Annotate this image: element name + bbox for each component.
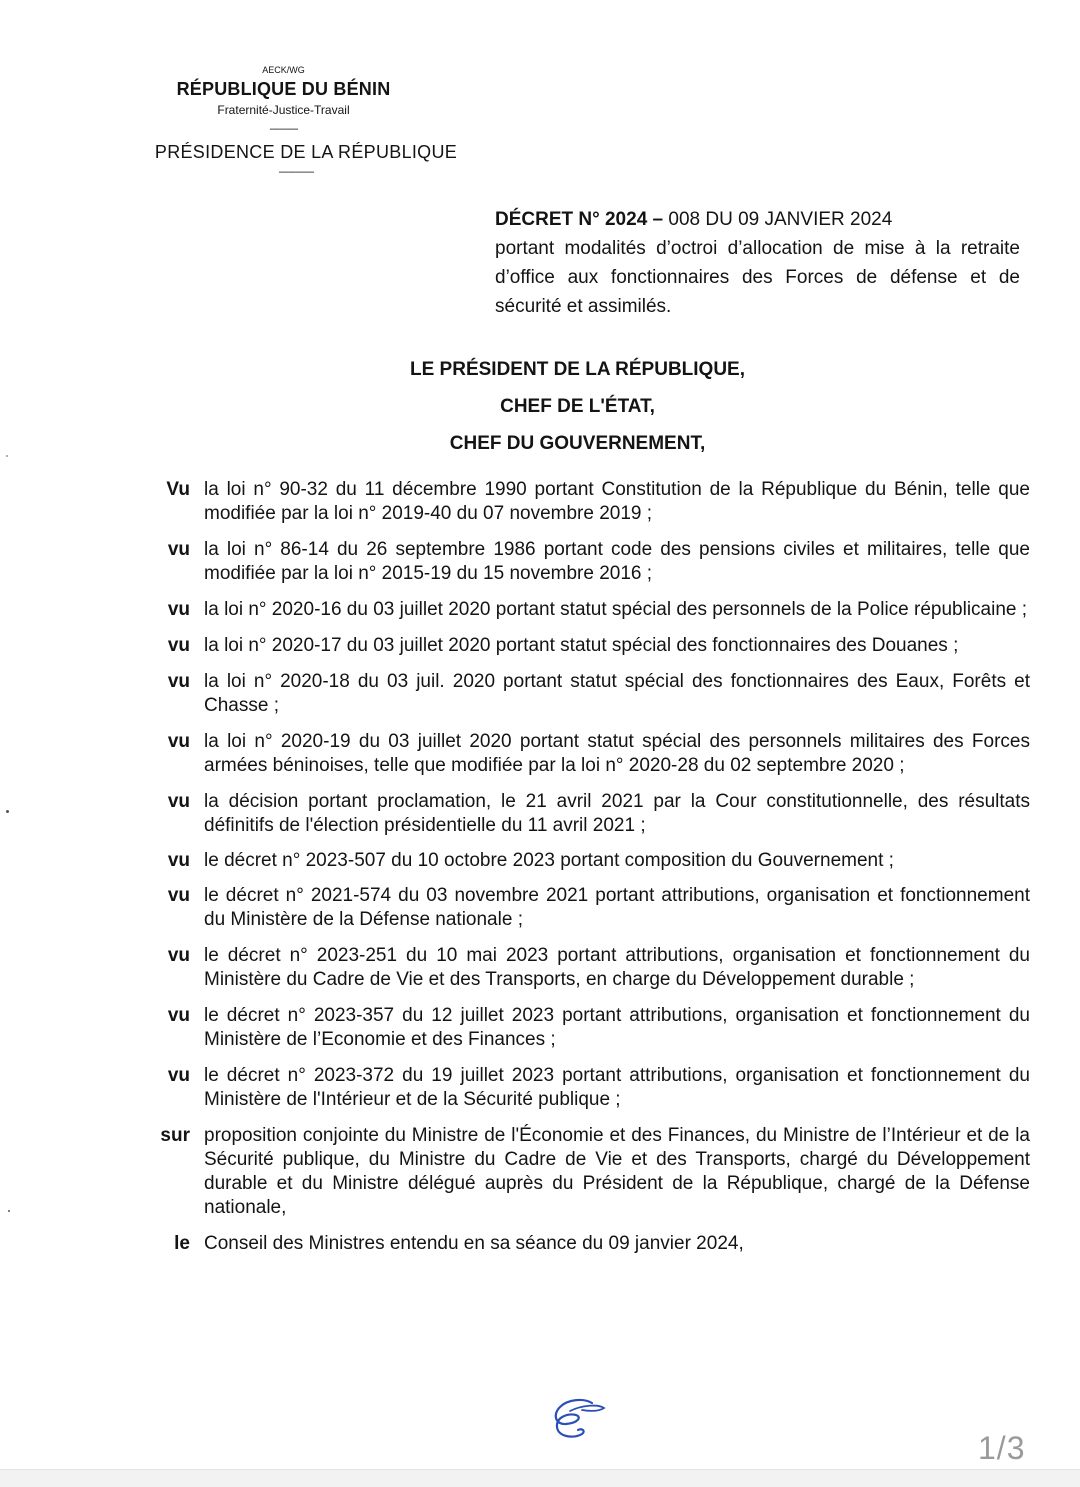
- visa-key: vu: [167, 945, 190, 966]
- issuing-office: PRÉSIDENCE DE LA RÉPUBLIQUE: [154, 142, 458, 162]
- letterhead: [100, 64, 512, 179]
- visa-text: la loi n° 2020-16 du 03 juillet 2020 portant statut spécial des personnels de la Police républicaine ;: [204, 599, 1028, 620]
- visa-text: la loi n° 2020-17 du 03 juillet 2020 portant statut spécial des fonctionnaires des Douanes ;: [204, 635, 959, 656]
- visa-item: [130, 790, 1030, 838]
- visa-item: [130, 1004, 1030, 1052]
- decree-title-block: [495, 205, 1020, 321]
- scan-speck: [8, 1210, 10, 1212]
- country-name: RÉPUBLIQUE DU BÉNIN: [176, 79, 391, 99]
- visa-item: [130, 1064, 1030, 1112]
- visa-item: [130, 1232, 1030, 1256]
- visa-text: la loi n° 2020-18 du 03 juil. 2020 portant statut spécial des fonctionnaires des Eaux, Forêts et Chasse ;: [204, 671, 1030, 716]
- visa-text: Conseil des Ministres entendu en sa séance du 09 janvier 2024,: [204, 1233, 744, 1254]
- separator-short: ------------: [269, 124, 298, 135]
- separator-long: ---------------: [278, 167, 314, 178]
- reference-code: AECK/WG: [262, 65, 305, 75]
- visa-item: [130, 1124, 1030, 1220]
- visa-key: vu: [167, 635, 190, 656]
- decree-number-line: [495, 205, 1020, 234]
- visa-text: la loi n° 90-32 du 11 décembre 1990 portant Constitution de la République du Bénin, telle que modifiée par la loi n° 2019-40 du 07 novembre 2019 ;: [204, 479, 1030, 524]
- page-bottom-edge: [0, 1469, 1080, 1487]
- visa-text: la loi n° 2020-19 du 03 juillet 2020 portant statut spécial des personnels militaires des Forces armées béninoises, telle que modifiée par la loi n° 2020-28 du 02 septembre 2020 ;: [204, 731, 1030, 776]
- visa-key: le: [174, 1233, 190, 1254]
- visa-key: vu: [167, 731, 190, 752]
- president-heading: [360, 351, 795, 462]
- national-motto: Fraternité-Justice-Travail: [217, 103, 350, 117]
- visa-item: [130, 944, 1030, 992]
- visa-key: sur: [160, 1125, 190, 1146]
- visa-key: vu: [167, 1065, 190, 1086]
- decree-number: DÉCRET N° 2024 –: [495, 209, 664, 230]
- visa-item: [130, 478, 1030, 526]
- visa-key: vu: [167, 671, 190, 692]
- visa-item: [130, 538, 1030, 586]
- head-of-government-title: CHEF DU GOUVERNEMENT,: [449, 433, 706, 454]
- scan-speck: [6, 455, 8, 457]
- visa-item: [130, 670, 1030, 718]
- visa-text: le décret n° 2023-357 du 12 juillet 2023 portant attributions, organisation et fonctionnement du Ministère de l’Economie et des Finances ;: [204, 1005, 1030, 1050]
- president-title: LE PRÉSIDENT DE LA RÉPUBLIQUE,: [410, 359, 745, 380]
- visa-text: la loi n° 86-14 du 26 septembre 1986 portant code des pensions civiles et militaires, telle que modifiée par la loi n° 2015-19 du 15 novembre 2016 ;: [204, 539, 1030, 584]
- visa-key: Vu: [166, 479, 190, 500]
- visa-item: [130, 730, 1030, 778]
- visa-text: le décret n° 2023-372 du 19 juillet 2023 portant attributions, organisation et fonctionnement du Ministère de l'Intérieur et de la Sécurité publique ;: [204, 1065, 1030, 1110]
- visa-text: le décret n° 2023-251 du 10 mai 2023 portant attributions, organisation et fonctionnement du Ministère du Cadre de Vie et des Transports, en charge du Développement durable ;: [204, 945, 1030, 990]
- visa-key: vu: [167, 885, 190, 906]
- decree-subject: portant modalités d’octroi d’allocation de mise à la retraite d’office aux fonctionnaires des Forces de défense et de sécurité et assimilés.: [495, 238, 1020, 317]
- visa-text: proposition conjointe du Ministre de l'Économie et des Finances, du Ministre de l’Intérieur et de la Sécurité publique, du Ministre du Cadre de Vie et des Transports, chargé du Développement durable et du Ministre délégué auprès du Président de la République, chargé de la Défense nationale,: [204, 1125, 1030, 1218]
- visa-list: [130, 478, 1030, 1256]
- visa-text: la décision portant proclamation, le 21 avril 2021 par la Cour constitutionnelle, des résultats définitifs de l'élection présidentielle du 11 avril 2021 ;: [204, 791, 1030, 836]
- visa-key: vu: [167, 599, 190, 620]
- visa-item: [130, 884, 1030, 932]
- visa-key: vu: [167, 791, 190, 812]
- visa-item: [130, 849, 1030, 873]
- page-number: 1/3: [978, 1430, 1026, 1466]
- visa-text: le décret n° 2023-507 du 10 octobre 2023 portant composition du Gouvernement ;: [204, 850, 894, 871]
- visa-key: vu: [167, 539, 190, 560]
- visa-key: vu: [167, 850, 190, 871]
- visa-key: vu: [167, 1005, 190, 1026]
- visa-text: le décret n° 2021-574 du 03 novembre 2021 portant attributions, organisation et fonctionnement du Ministère de la Défense nationale ;: [204, 885, 1030, 930]
- head-of-state-title: CHEF DE L'ÉTAT,: [500, 396, 655, 417]
- visa-item: [130, 634, 1030, 658]
- decree-date: 008 DU 09 JANVIER 2024: [663, 209, 893, 230]
- visa-item: [130, 598, 1030, 622]
- scan-speck: [6, 810, 9, 813]
- initials-signature-icon: [548, 1395, 608, 1441]
